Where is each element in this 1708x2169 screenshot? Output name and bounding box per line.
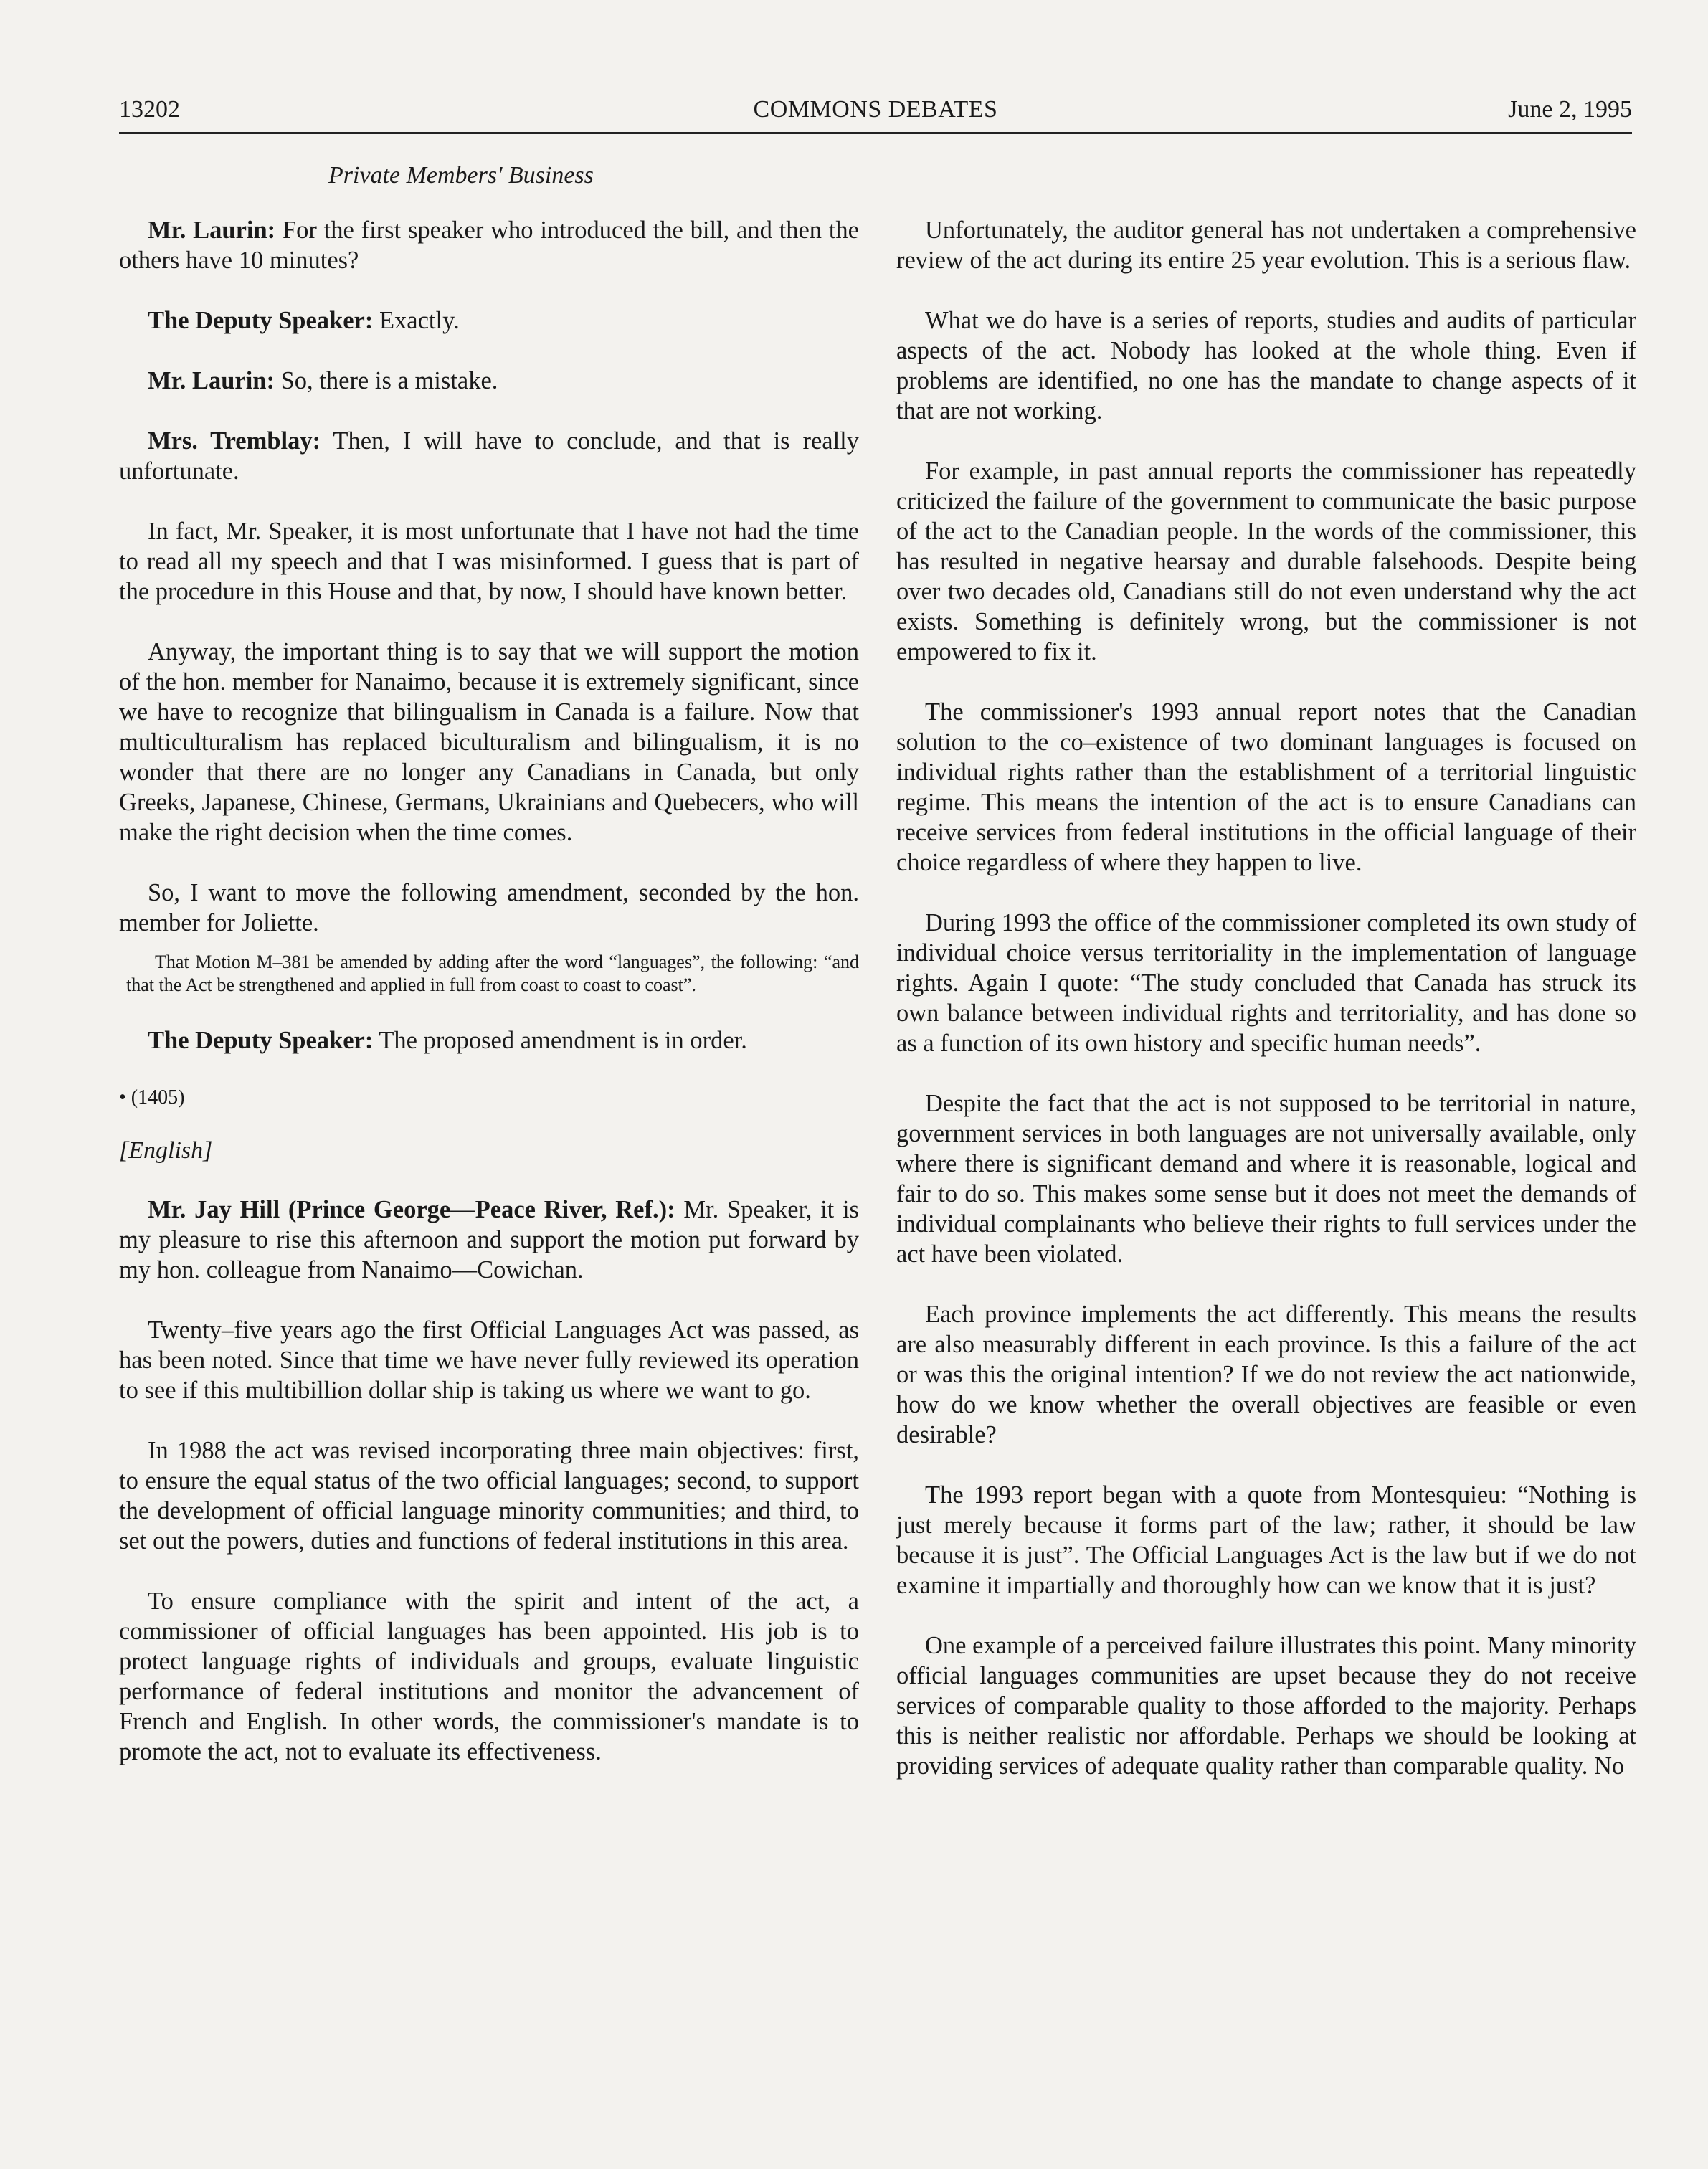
publication-date: June 2, 1995 <box>1508 96 1632 123</box>
paragraph: The 1993 report began with a quote from Montesquieu: “Nothing is just merely because it forms part of the law; rather, it should be law because it is just”. The Official Languages Act is the law but if we do not examine it impartially and thoroughly how can we know that it is just? <box>896 1481 1636 1599</box>
speaker-name: Mr. Laurin: <box>148 367 275 394</box>
language-marker: [English] <box>119 1137 213 1164</box>
speech-text: Mr. Speaker, it is my pleasure to rise this afternoon and support the motion put forward by my hon. colleague from Nanaimo—Cowichan. <box>119 1196 859 1283</box>
paragraph: To ensure compliance with the spirit and intent of the act, a commissioner of official languages has been appointed. His job is to protect language rights of individuals and groups, evaluate linguistic performance of federal institutions and monitor the advancement of French and English. In other words, the commissioner's mandate is to promote the act, not to evaluate its effectiveness. <box>119 1587 859 1765</box>
paragraph: Anyway, the important thing is to say that we will support the motion of the hon. member for Nanaimo, because it is extremely significant, since we have to recognize that bilingualism in Canada is a failure. Now that multiculturalism has replaced biculturalism and bilingualism, it is no wonder that there are no longer any Canadians in Canada, but only Greeks, Japanese, Chinese, Germans, Ukrainians and Quebecers, who will make the right decision when the time comes. <box>119 638 859 846</box>
publication-title: COMMONS DEBATES <box>753 96 998 123</box>
speech-text: For the first speaker who introduced the bill, and then the others have 10 minutes? <box>119 217 859 274</box>
right-column <box>896 215 1636 1811</box>
speech-paragraph <box>119 1025 859 1055</box>
paragraph: So, I want to move the following amendment, seconded by the hon. member for Joliette. <box>119 879 859 936</box>
speaker-name: The Deputy Speaker: <box>148 307 374 334</box>
speech-paragraph <box>119 366 859 396</box>
speech-text: Exactly. <box>373 307 460 334</box>
speaker-name: Mr. Laurin: <box>148 217 276 244</box>
paragraph: Twenty–five years ago the first Official Languages Act was passed, as has been noted. Since that time we have never fully reviewed its operation to see if this multibillion dollar ship is taking us where we want to go. <box>119 1316 859 1404</box>
paragraph: Unfortunately, the auditor general has not undertaken a comprehensive review of the act during its entire 25 year evolution. This is a serious flaw. <box>896 217 1636 274</box>
paragraph: Despite the fact that the act is not supposed to be territorial in nature, government services in both languages are not universally available, only where there is significant demand and where it is reasonable, logical and fair to do so. This makes some sense but it does not meet the demands of individual complainants who believe their rights to full services under the act have been violated. <box>896 1090 1636 1268</box>
speech-text: Then, I will have to conclude, and that is really unfortunate. <box>119 427 859 485</box>
speech-paragraph <box>119 426 859 486</box>
speaker-name: Mrs. Tremblay: <box>148 427 321 455</box>
paragraph: During 1993 the office of the commissioner completed its own study of individual choice versus territoriality in the implementation of language rights. Again I quote: “The study concluded that Canada has struck its own balance between individual rights and territoriality, and has done so as a function of its own history and specific human needs”. <box>896 909 1636 1057</box>
paragraph: For example, in past annual reports the commissioner has repeatedly criticized the failure of the government to communicate the basic purpose of the act to the Canadian people. In the words of the commissioner, this has resulted in negative hearsay and durable falsehoods. Despite being over two decades old, Canadians still do not even understand why the act exists. Something is definitely wrong, but the commissioner is not empowered to fix it. <box>896 457 1636 665</box>
paragraph: One example of a perceived failure illustrates this point. Many minority official languages communities are upset because they do not receive services of comparable quality to those afforded to the majority. Perhaps this is neither realistic nor affordable. Perhaps we should be looking at providing services of adequate quality rather than comparable quality. No <box>896 1632 1636 1780</box>
section-label: Private Members' Business <box>328 162 594 189</box>
speaker-name: Mr. Jay Hill (Prince George—Peace River, Ref.): <box>148 1196 675 1223</box>
paragraph: In fact, Mr. Speaker, it is most unfortunate that I have not had the time to read all my speech and that I was misinformed. I guess that is part of the procedure in this House and that, by now, I should have known better. <box>119 518 859 605</box>
motion-amendment-quote: That Motion M–381 be amended by adding after the word “languages”, the following: “and that the Act be strengthened and applied in full from coast to coast to coast”. <box>126 951 859 995</box>
page-header <box>119 92 1632 134</box>
paragraph: In 1988 the act was revised incorporating three main objectives: first, to ensure the equal status of the two official languages; second, to support the development of official language minority communities; and third, to set out the powers, duties and functions of federal institutions in this area. <box>119 1437 859 1555</box>
speaker-name: The Deputy Speaker: <box>148 1027 374 1054</box>
left-column <box>119 215 859 1797</box>
speech-text: The proposed amendment is in order. <box>373 1027 747 1054</box>
paragraph: What we do have is a series of reports, studies and audits of particular aspects of the act. Nobody has looked at the whole thing. Even if problems are identified, no one has the mandate to change aspects of it that are not working. <box>896 307 1636 424</box>
page-number: 13202 <box>119 96 180 123</box>
paragraph: The commissioner's 1993 annual report notes that the Canadian solution to the co–existence of two dominant languages is focused on individual rights rather than the establishment of a territorial linguistic regime. This means the intention of the act is to ensure Canadians can receive services from federal institutions in the official language of their choice regardless of where they happen to live. <box>896 698 1636 876</box>
paragraph: Each province implements the act differently. This means the results are also measurably different in each province. Is this a failure of the act or was this the original intention? If we do not review the act nationwide, how do we know whether the overall objectives are feasible or even desirable? <box>896 1301 1636 1448</box>
speech-paragraph <box>119 215 859 275</box>
speech-paragraph <box>119 1195 859 1285</box>
timestamp: • (1405) <box>119 1086 185 1109</box>
speech-paragraph <box>119 305 859 336</box>
speech-text: So, there is a mistake. <box>274 367 498 394</box>
